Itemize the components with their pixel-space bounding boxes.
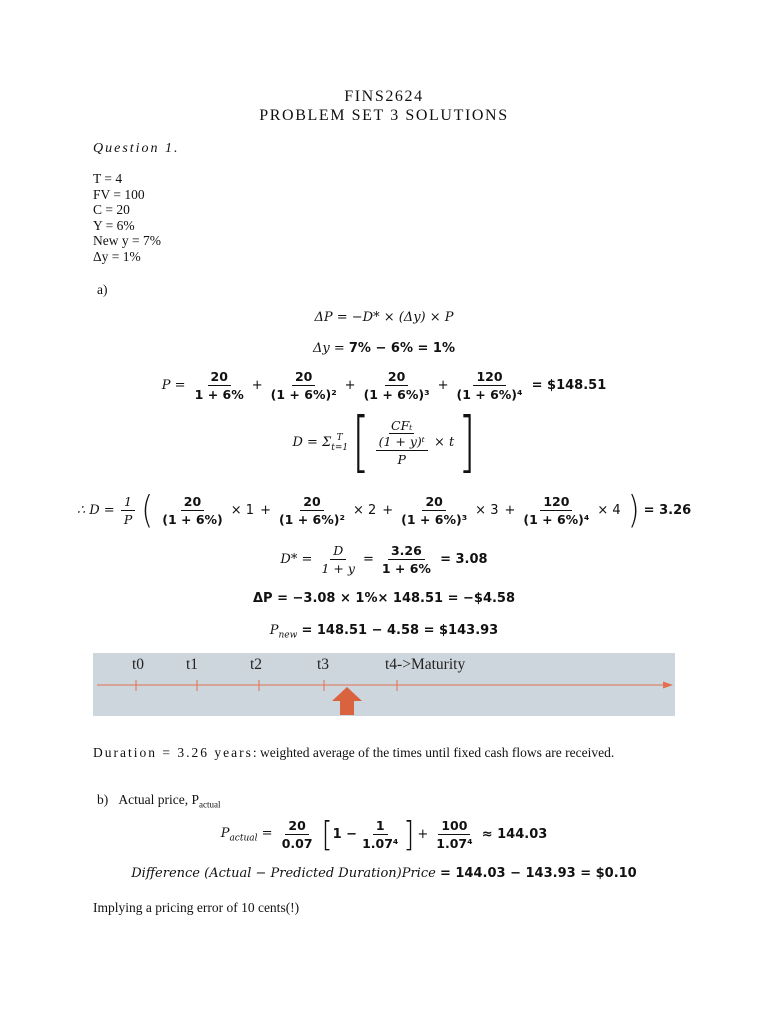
part-a-label: a) (97, 282, 108, 297)
delta-y-lhs: Δy = (313, 341, 349, 356)
price-term-3: $\frac{20}{\text{(1 + 6\%)³}}$ (363, 369, 430, 402)
equation-bond-price: P = $\frac{20}{1 + 6\%}$ + $\frac{20}{\text{(1 + 6\%)²}}$ + $\frac{20}{\text{(1 + 6\%)³}}$ + $\frac{120}{\text{(1 + 6\%)⁴}}$ = $148.51 (161, 369, 607, 402)
price-term-1: $\frac{20}{1 + 6\%}$ (194, 369, 244, 402)
mod-duration-fraction-1: $\frac{D}{1 + y}$ (321, 543, 355, 576)
part-b-text: Actual price, P (118, 792, 199, 807)
timeline-label-t0: t0 (132, 656, 145, 673)
duration-def-times: × t (433, 435, 455, 450)
actual-price-fraction-2: $\frac{1}{\text{1.07⁴}}$ (362, 818, 399, 851)
equation-delta-y (0, 341, 768, 356)
equation-price-change: ΔP = −D* × (Δy) × P (314, 310, 454, 325)
part-b-label: b) (97, 792, 109, 807)
variable-y: Y = 6% (93, 217, 135, 233)
delta-y-rhs: 7% − 6% = 1% (348, 341, 455, 356)
variable-t: T = 4 (93, 171, 123, 186)
duration-calc-term-1: $\frac{20}{(1 + 6\%)}$ (162, 494, 223, 527)
timeline-label-t4: t4->Maturity (385, 656, 466, 673)
duration-calc-lhs: ∴ D = (76, 503, 115, 518)
timeline-diagram (93, 653, 675, 716)
timeline-label-t3: t3 (317, 656, 330, 673)
duration-calc-prefactor: $\frac{1}{P}$ (121, 494, 135, 527)
equation-modified-duration: D* = $\frac{D}{1 + y}$ = $\frac{3.26}{1 + 6\%}$ = 3.08 (280, 543, 488, 576)
variable-new-y: New y = 7% (93, 233, 161, 249)
part-b-heading (97, 792, 220, 810)
p-new-subscript: new (278, 630, 298, 641)
timeline-label-t1: t1 (186, 656, 199, 673)
difference-rhs: = 144.03 − 143.93 = $0.10 (439, 866, 637, 881)
equation-duration-calc: ∴ D = $\frac{1}{P}$ ( $\frac{20}{(1 + 6\%)}$ × 1 + $\frac{20}{\text{(1 + 6\%)²}}$ × 2 + $\frac{20}{\text{(1 + 6\%)³}}$ × 3 + $\frac{120}{\text{(1 + 6\%)⁴}}$ × 4 ) = 3.26 (76, 488, 692, 532)
equation-difference (0, 866, 768, 881)
duration-description: : weighted average of the times until fixed cash flows are received. (252, 745, 615, 760)
variable-fv: FV = 100 (93, 186, 145, 202)
page-title: PROBLEM SET 3 SOLUTIONS (259, 107, 509, 124)
part-b-subscript: actual (198, 799, 221, 810)
mod-duration-fraction-2: $\frac{3.26}{1 + 6\%}$ (381, 543, 431, 576)
duration-value-text: Duration = 3.26 years (93, 745, 253, 760)
actual-price-lhs: $P_{actual}$ = (220, 825, 273, 844)
equation-delta-p (0, 591, 768, 606)
actual-price-result: ≈ 144.03 (481, 827, 548, 842)
question-heading: Question 1. (93, 141, 180, 156)
actual-price-fraction-1: $\frac{20}{0.07}$ (281, 818, 313, 851)
price-term-2: $\frac{20}{\text{(1 + 6\%)²}}$ (270, 369, 337, 402)
timeline-arrowhead (663, 682, 673, 689)
equation-p-new (0, 623, 768, 641)
duration-calc-term-4: $\frac{120}{\text{(1 + 6\%)⁴}}$ (523, 494, 590, 527)
course-code: FINS2624 (344, 88, 424, 105)
variable-c: C = 20 (93, 202, 130, 218)
variable-delta-y: Δy = 1% (93, 248, 141, 264)
duration-marker-arrow (332, 687, 362, 715)
price-result: = $148.51 (531, 378, 607, 393)
difference-lhs: Difference (Actual − Predicted Duration)Price (131, 866, 436, 881)
mod-duration-result: = 3.08 (440, 552, 488, 567)
right-bracket: ] (458, 403, 476, 480)
timeline-axis (93, 653, 675, 716)
actual-price-one: 1 − (332, 827, 358, 842)
duration-calc-term-2: $\frac{20}{\text{(1 + 6\%)²}}$ (278, 494, 345, 527)
conclusion-text: Implying a pricing error of 10 cents(!) (93, 900, 300, 915)
duration-calc-term-3: $\frac{20}{\text{(1 + 6\%)³}}$ (401, 494, 468, 527)
timeline-label-t2: t2 (250, 656, 263, 673)
actual-price-fraction-3: $\frac{100}{\text{1.07⁴}}$ (436, 818, 473, 851)
left-bracket: [ (352, 403, 370, 480)
duration-def-fraction: CFₜ (1 + y)ᵗ P (376, 418, 428, 467)
mod-duration-lhs: D* = (280, 552, 313, 567)
price-lhs: P = (161, 378, 186, 393)
delta-p-text: ΔP = −3.08 × 1%× 148.51 = −$4.58 (252, 591, 516, 606)
duration-def-lhs: D = Σ T t=1 (292, 432, 349, 453)
equation-actual-price: $P_{actual}$ = $\frac{20}{0.07}$ [1 − $\frac{1}{\text{1.07⁴}}$ ] + $\frac{100}{\text{1.07⁴}}$ ≈ 144.03 (220, 814, 548, 854)
variables-list (93, 171, 161, 265)
duration-explanation (93, 745, 614, 761)
price-term-4: $\frac{120}{\text{(1 + 6\%)⁴}}$ (456, 369, 523, 402)
duration-calc-result: = 3.26 (643, 503, 692, 518)
equation-duration-definition (0, 403, 768, 480)
p-new-symbol: P (269, 623, 279, 638)
p-new-rhs: = 148.51 − 4.58 = $143.93 (301, 623, 499, 638)
